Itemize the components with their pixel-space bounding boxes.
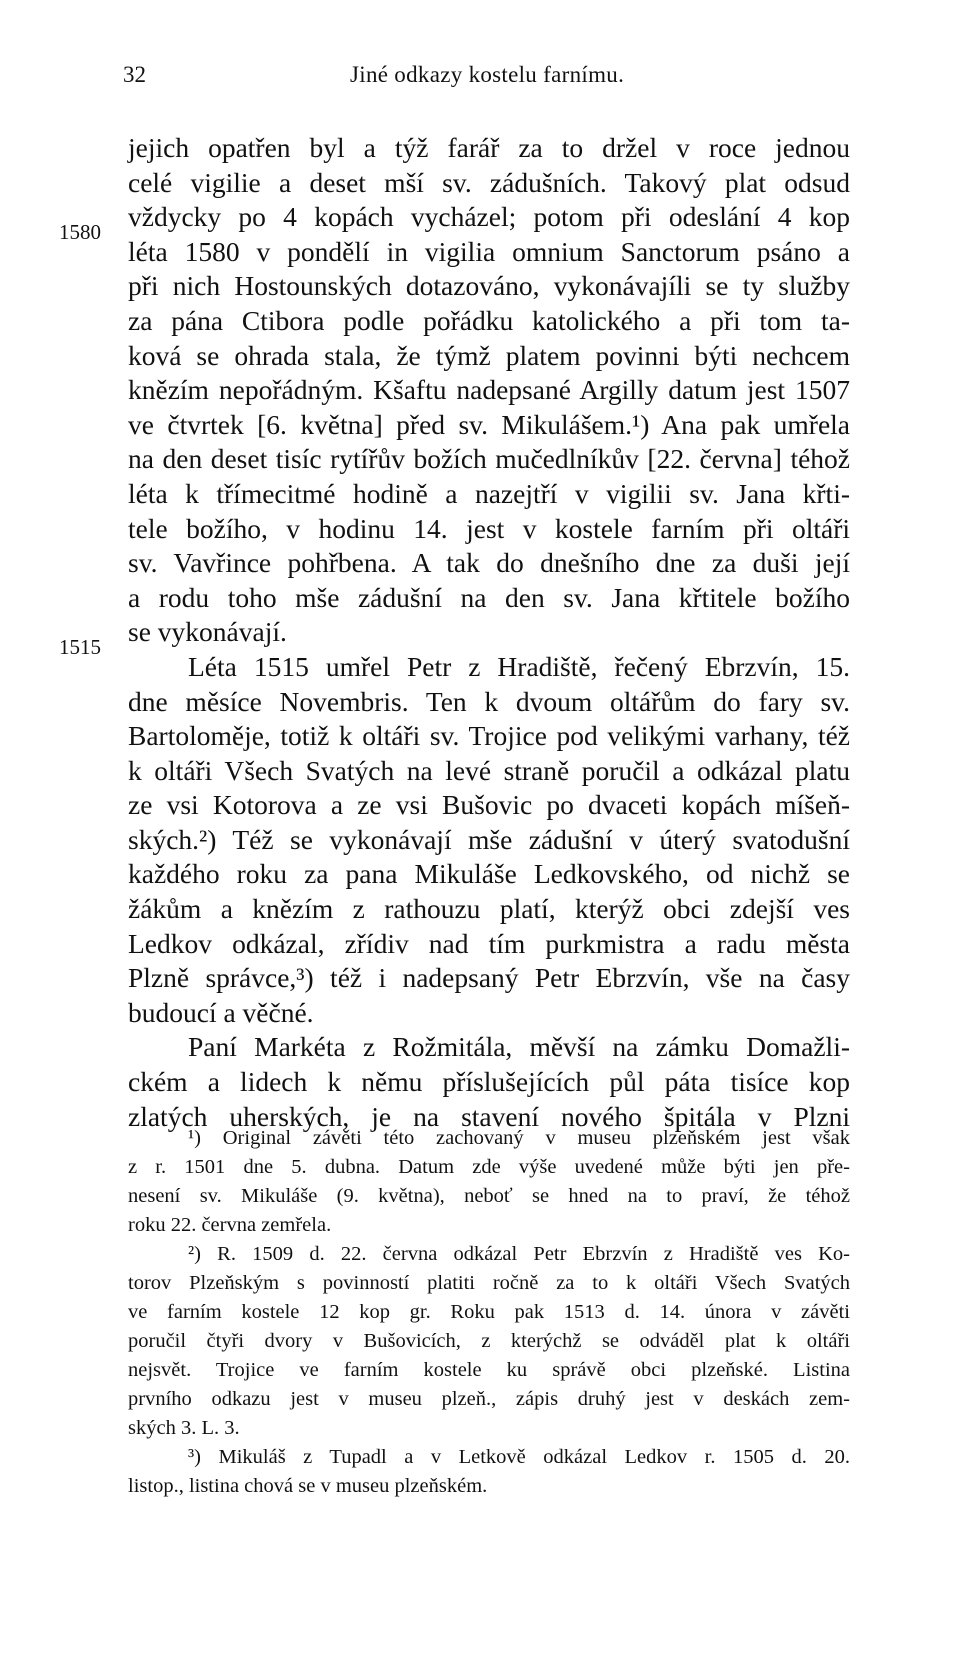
footnote-line: ských 3. L. 3. — [128, 1417, 240, 1439]
paragraph-1 — [128, 131, 850, 650]
text-line: zlatých uherských, je na stavení nového špitála v Plzni — [128, 1100, 850, 1132]
footnote-line: roku 22. června zemřela. — [128, 1214, 332, 1236]
page-header — [0, 62, 960, 92]
footnote-1 — [128, 1124, 850, 1240]
paragraph-2 — [128, 650, 850, 1031]
text-line: ve čtvrtek [6. května] před sv. Mikulášem.¹) Ana pak umřela — [128, 408, 850, 440]
text-line: budoucí a věčné. — [128, 996, 314, 1028]
text-line: na den deset tisíc rytířův božích mučedlníkův [22. června] téhož — [128, 443, 850, 475]
text-line: žákům a knězím z rathouzu platí, kterýž obci zdejší ves — [128, 893, 850, 925]
text-line: Plzně správce,³) též i nadepsaný Petr Ebrzvín, vše na časy — [128, 962, 850, 994]
footnote-2 — [128, 1240, 850, 1443]
text-line: ských.²) Též se vykonávají mše zádušní v úterý svatodušní — [128, 823, 850, 855]
footnotes — [128, 1124, 850, 1501]
text-line: ckém a lidech k němu příslušejících půl páta tisíce kop — [128, 1066, 850, 1098]
page-number: 32 — [123, 62, 146, 87]
margin-note-year-1580: 1580 — [59, 220, 101, 244]
text-line: ková se ohrada stala, že týmž platem povinni býti nechcem — [128, 339, 850, 371]
footnote-line: torov Plzeňským s povinností platiti ročně za to k oltáři Všech Svatých — [128, 1272, 850, 1294]
footnote-line: ve farním kostele 12 kop gr. Roku pak 1513 d. 14. února v závěti — [128, 1301, 850, 1323]
footnote-line: poručil čtyři dvory v Bušovicích, z kterýchž se odváděl plat k oltáři — [128, 1330, 850, 1352]
footnote-line: prvního odkazu jest v museu plzeň., zápis druhý jest v deskách zem- — [128, 1388, 850, 1410]
text-line: vždycky po 4 kopách vycházel; potom při odeslání 4 kop — [128, 201, 850, 233]
footnote-line: ²) R. 1509 d. 22. června odkázal Petr Ebrzvín z Hradiště ves Ko- — [188, 1243, 850, 1265]
text-line: dne měsíce Novembris. Ten k dvoum oltářům do fary sv. — [128, 685, 850, 717]
footnote-line: ¹) Original závěti této zachovaný v museu plzeňském jest však — [188, 1127, 850, 1149]
text-line: celé vigilie a deset mší sv. zádušních. Takový plat odsud — [128, 166, 850, 198]
paragraph-3 — [128, 1030, 850, 1134]
footnote-line: nesení sv. Mikuláše (9. května), neboť se hned na to praví, že téhož — [128, 1185, 850, 1207]
margin-note-year-1515: 1515 — [59, 635, 101, 659]
text-line: se vykonávají. — [128, 616, 287, 648]
text-line: léta 1580 v pondělí in vigilia omnium Sanctorum psáno a — [128, 235, 850, 267]
text-line: k oltáři Všech Svatých na levé straně poručil a odkázal platu — [128, 754, 850, 786]
footnote-line: z r. 1501 dne 5. dubna. Datum zde výše uvedené může býti jen pře- — [128, 1156, 850, 1178]
text-line: Bartoloměje, totiž k oltáři sv. Trojice pod velikými varhany, též — [128, 720, 850, 752]
footnote-line: listop., listina chová se v museu plzeňském. — [128, 1475, 488, 1497]
footnote-line: ³) Mikuláš z Tupadl a v Letkově odkázal Ledkov r. 1505 d. 20. — [188, 1446, 850, 1468]
main-text — [128, 131, 850, 1134]
footnote-3 — [128, 1443, 850, 1501]
text-line: Léta 1515 umřel Petr z Hradiště, řečený Ebrzvín, 15. — [188, 650, 850, 682]
text-line: každého roku za pana Mikuláše Ledkovského, od nichž se — [128, 858, 850, 890]
footnote-line: nejsvět. Trojice ve farním kostele ku správě obci plzeňské. Listina — [128, 1359, 850, 1381]
text-line: knězím nepořádným. Kšaftu nadepsané Argilly datum jest 1507 — [128, 374, 850, 406]
text-line: sv. Vavřince pohřbena. A tak do dnešního dne za duši její — [128, 547, 850, 579]
text-line: léta k třímecitmé hodině a nazejtří v vigilii sv. Jana křti- — [128, 477, 850, 509]
text-line: Paní Markéta z Rožmitála, měvší na zámku Domažli- — [188, 1031, 850, 1063]
text-line: Ledkov odkázal, zřídiv nad tím purkmistra a radu města — [128, 927, 850, 959]
text-line: ze vsi Kotorova a ze vsi Bušovic po dvaceti kopách míšeň- — [128, 789, 850, 821]
text-line: za pána Ctibora podle pořádku katolického a při tom ta- — [128, 304, 850, 336]
text-line: při nich Hostounských dotazováno, vykonávajíli se ty služby — [128, 270, 850, 302]
text-line: tele božího, v hodinu 14. jest v kostele farním při oltáři — [128, 512, 850, 544]
text-line: a rodu toho mše zádušní na den sv. Jana křtitele božího — [128, 581, 850, 613]
running-title: Jiné odkazy kostelu farnímu. — [350, 62, 625, 87]
text-line: jejich opatřen byl a týž farář za to držel v roce jednou — [128, 132, 850, 163]
